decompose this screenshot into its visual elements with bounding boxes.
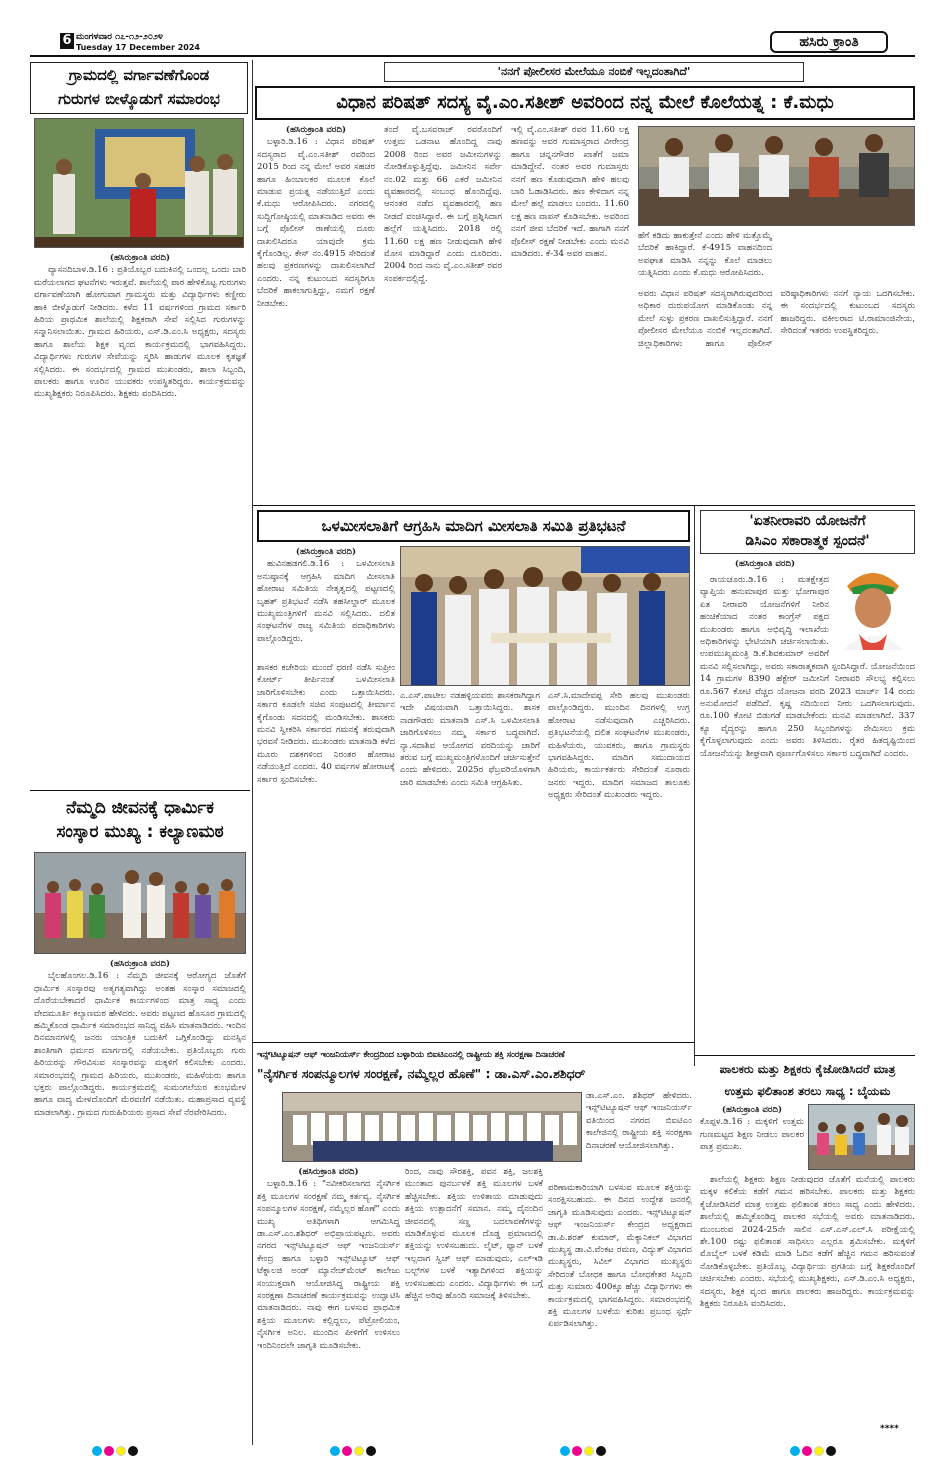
registration-dot bbox=[584, 1446, 594, 1456]
paper-name: ಹಸಿರು ಕ್ರಾಂತಿ bbox=[770, 31, 888, 53]
energy-col3-text: ಪರಿಣಾಮಕಾರಿಯಾಗಿ ಬಳಸುವ ಮೂಲಕ ಶಕ್ತಿಯನ್ನು ಸಂರಕ್ಷಿಸಬಹುದು. ಈ ದಿನದ ಉದ್ದೇಶ ಜನರಲ್ಲಿ ಜಾಗೃತಿ ಮೂಡಿಸುವುದು ಎಂದರು. ಇನ್ಸ್‌ಟಿಟ್ಯೂಷನ್ ಆಫ್ ಇಂಜನಿಯರ್ಸ್ ಕೇಂದ್ರದ ಅಧ್ಯಕ್ಷರಾದ ಡಾ.ಪಿ.ಶರತ್ ಕುಮಾರ್, ಮೆಕ್ಯಾನಿಕಲ್ ವಿಭಾಗದ ಮುಖ್ಯಸ್ಥ ಡಾ.ವಿ.ವೆಂಕಟ ರಮಣ, ವಿದ್ಯುತ್ ವಿಭಾಗದ ಮುಖ್ಯಸ್ಥರು, ಸಿವಿಲ್ ವಿಭಾಗದ ಮುಖ್ಯಸ್ಥರು ಸೇರಿದಂತೆ ಬೋಧಕ ಹಾಗೂ ಬೋಧಕೇತರ ಸಿಬ್ಬಂದಿ ಮತ್ತು ಸುಮಾರು 400ಕ್ಕೂ ಹೆಚ್ಚು ವಿದ್ಯಾರ್ಥಿಗಳು ಈ ಕಾರ್ಯಕ್ರಮದಲ್ಲಿ ಭಾಗವಹಿಸಿದ್ದರು. ಸಮಾರಂಭದಲ್ಲಿ ಶಕ್ತಿ ಮೂಲಗಳ ಬಳಕೆಯ ಕುರಿತು ಪ್ರಬಂಧ ಸ್ಪರ್ಧೆ ಏರ್ಪಡಿಸಲಾಗಿತ್ತು. bbox=[548, 1183, 692, 1330]
date-english: Tuesday 17 December 2024 bbox=[76, 43, 200, 52]
page-number: 6 bbox=[60, 33, 74, 49]
protest-photo bbox=[400, 546, 690, 686]
parents-body bbox=[700, 1174, 915, 1424]
protest-col1 bbox=[257, 662, 395, 1038]
scheme-text: ರಾಯಚೂರು.ಡಿ.16 : ಮತಕ್ಷೇತ್ರದ ವ್ಯಾಪ್ತಿಯ ಹನುಮಾಪುರ ಮತ್ತು ಭೋಗಾಪುರ ಏತ ನೀರಾವರಿ ಯೋಜನೆಗಳಿಗೆ ನೀರಿನ ಹಂಚಿಕೆಯಾದ ನಂತರ ಕಾಂಗ್ರೆಸ್ ಪಕ್ಷದ ಮುಖಂಡರು ಹಾಗೂ ಅಭಿವೃದ್ಧಿ ಇಲಾಖೆಯ ಅಧಿಕಾರಿಗಳನ್ನು ಭೇಟಿಯಾಗಿ ಚರ್ಚಿಸಲಾಯಿತು. ಉಪಮುಖ್ಯಮಂತ್ರಿ ಡಿ.ಕೆ.ಶಿವಕುಮಾರ್ ಅವರಿಗೆ ಮನವಿ ಸಲ್ಲಿಸಲಾಗಿದ್ದು, ಅವರು ಸಕಾರಾತ್ಮಕವಾಗಿ ಸ್ಪಂದಿಸಿದ್ದಾರೆ. ಯೋಜನೆಯಿಂದ 14 ಗ್ರಾಮಗಳ 8390 ಹೆಕ್ಟೇರ್ ಜಮೀನಿಗೆ ನೀರಾವರಿ ಸೌಲಭ್ಯ ಕಲ್ಪಿಸಲು ರೂ.567 ಕೋಟಿ ವೆಚ್ಚದ ಯೋಜನಾ ವರದಿ 2023 ಮಾರ್ಚ್ 14 ರಂದು ಅನುಮೋದನೆ ಪಡೆದಿದೆ. ಕೃಷ್ಣ ನದಿಯಿಂದ ನೀರು ಒದಗಿಸಲಾಗುವುದು. ರೂ.100 ಕೋಟಿ ಬಿಡುಗಡೆ ಮಾಡಬೇಕೆಂದು ಮನವಿ ಮಾಡಲಾಗಿದೆ. 337 ಕ್ಯೂ ವೈದ್ಯರನ್ನು ಹಾಗೂ 250 ಸಿಬ್ಬಂದಿಗಳನ್ನು ನೇಮಿಸಲು ಕ್ರಮ ಕೈಗೊಳ್ಳಲಾಗುವುದು ಎಂದು ಅವರು ತಿಳಿಸಿದರು. ರೈತರ ಹಿತದೃಷ್ಟಿಯಿಂದ ಯೋಜನೆಯನ್ನು ಶೀಘ್ರವಾಗಿ ಪೂರ್ಣಗೊಳಿಸಲು ಸರ್ಕಾರ ಬದ್ಧವಾಗಿದೆ ಎಂದರು. bbox=[700, 575, 915, 759]
energy-kicker: ಇನ್ಸ್‌ಟಿಟ್ಯೂಷನ್ ಆಫ್ ಇಂಜನಿಯರ್ಸ್ ಕೇಂದ್ರದಿಂದ ಬಳ್ಳಾರಿಯ ಬಿಐಟಿಎಂನಲ್ಲಿ ರಾಷ್ಟ್ರೀಯ ಶಕ್ತಿ ಸಂರಕ್ಷಣಾ ದಿನಾಚರಣೆ bbox=[257, 1049, 565, 1059]
registration-dot bbox=[92, 1446, 102, 1456]
lead-col4a bbox=[638, 230, 772, 284]
scheme-headline bbox=[700, 510, 915, 554]
parents-end-mark: **** bbox=[880, 1424, 899, 1434]
energy-col1-text: ಬಳ್ಳಾರಿ.ಡಿ.16 : "ನವೀಕರಿಸಲಾಗದ ನೈಸರ್ಗಿಕ ಶಕ್ತಿ ಮೂಲಗಳ ಸಂರಕ್ಷಣೆ ನಮ್ಮ ಕರ್ತವ್ಯ. ನೈಸರ್ಗಿಕ ಸಂಪನ್ಮೂಲಗಳ ಸಂರಕ್ಷಣೆ, ನಮ್ಮೆಲ್ಲರ ಹೊಣೆ" ಎಂದು ಮುಖ್ಯ ಅತಿಥಿಗಳಾಗಿ ಆಗಮಿಸಿದ್ದ ಡಾ.ಎಸ್.ಎಂ.ಶಶಿಧರ್ ಅಭಿಪ್ರಾಯಪಟ್ಟರು. ಅವರು ನಗರದ ಇನ್ಸ್‌ಟಿಟ್ಯೂಷನ್ ಆಫ್ ಇಂಜನಿಯರ್ಸ್ ಕೇಂದ್ರ ಹಾಗೂ ಬಳ್ಳಾರಿ ಇನ್ಸ್‌ಟಿಟ್ಯೂಟ್ ಆಫ್ ಟೆಕ್ನಾಲಜಿ ಅಂಡ್ ಮ್ಯಾನೇಜ್‌ಮೆಂಟ್ ಕಾಲೇಜು ಸಂಯುಕ್ತವಾಗಿ ಆಯೋಜಿಸಿದ್ದ ರಾಷ್ಟ್ರೀಯ ಶಕ್ತಿ ಸಂರಕ್ಷಣಾ ದಿನಾಚರಣೆ ಕಾರ್ಯಕ್ರಮವನ್ನು ಉದ್ಘಾಟಿಸಿ ಮಾತನಾಡಿದರು. ನಾವು ಈಗ ಬಳಸುವ ಪ್ರಾಥಮಿಕ ಶಕ್ತಿಯ ಮೂಲಗಳು ಕಲ್ಲಿದ್ದಲು, ಪೆಟ್ರೋಲಿಯಂ, ನೈಸರ್ಗಿಕ ಅನಿಲ. ಮುಂದಿನ ಪೀಳಿಗೆಗೆ ಉಳಿಸಲು ಇಂದಿನಿಂದಲೇ ಜಾಗೃತಿ ಮೂಡಿಸಬೇಕು. bbox=[257, 1179, 400, 1351]
masthead-rule bbox=[30, 55, 915, 57]
energy-photo-side-text: ಡಾ.ಎಸ್.ಎಂ. ಶಶಿಧರ್ ಹೇಳಿದರು. ಇನ್ಸ್‌ಟಿಟ್ಯೂಷನ್ ಆಫ್ ಇಂಜನಿಯರ್ಸ್ ವತಿಯಿಂದ ನಗರದ ಬಿಐಟಿಎಂ ಕಾಲೇಜಿನಲ್ಲಿ ರಾಷ್ಟ್ರೀಯ ಶಕ್ತಿ ಸಂರಕ್ಷಣಾ ದಿನಾಚರಣೆ ಆಯೋಜಿಸಲಾಗಿತ್ತು. bbox=[586, 1091, 692, 1151]
lead-dateline: (ಹಸಿರುಕ್ರಾಂತಿ ವರದಿ) bbox=[285, 125, 347, 135]
energy-photo-side bbox=[586, 1090, 692, 1180]
protest-col2-text: ಎ.ಎಸ್.ಪಾಟೀಲ ನಡಹಳ್ಳಿಯವರು ಶಾಸಕರಾಗಿದ್ದಾಗ ಇದೇ ವಿಷಯವಾಗಿ ಒತ್ತಾಯಿಸಿದ್ದರು. ಶಾಸಕ ನಾಡಗೌಡರು ಮಾತನಾಡಿ ಎಸ್.ಸಿ ಒಳಮೀಸಲಾತಿ ಜಾರಿಗೊಳಿಸಲು ನಮ್ಮ ಸರ್ಕಾರ ಬದ್ಧವಾಗಿದೆ. ನ್ಯಾ.ಸದಾಶಿವ ಆಯೋಗದ ವರದಿಯನ್ನು ಜಾರಿಗೆ ತರುವ ಬಗ್ಗೆ ಮುಖ್ಯಮಂತ್ರಿಗಳೊಂದಿಗೆ ಚರ್ಚಿಸುತ್ತೇನೆ ಎಂದು ಹೇಳಿದರು. 2025ರ ಫೆಬ್ರವರಿಯೊಳಗಾಗಿ ಜಾರಿ ಮಾಡಬೇಕು ಎಂದು ಸಮಿತಿ ಆಗ್ರಹಿಸಿತು. bbox=[400, 691, 540, 788]
story2-text: ಬೈಲಹೊಂಗಲ.ಡಿ.16 : ನೆಮ್ಮದಿ ಜೀವನಕ್ಕೆ ಆರೋಗ್ಯದ ಜೊತೆಗೆ ಧಾರ್ಮಿಕ ಸಂಸ್ಕಾರವು ಅತ್ಯಗತ್ಯವಾಗಿದ್ದು ಅಂತಹ ಸಂಸ್ಕಾರ ಸಮಾಜದಲ್ಲಿ ದೊರೆಯಬೇಕಾದರೆ ಧಾರ್ಮಿಕ ಕಾರ್ಯಗಳಿಂದ ಮಾತ್ರ ಸಾಧ್ಯ ಎಂದು ವೇದಮೂರ್ತಿ ಕಲ್ಯಾಣಮಠ ಹೇಳಿದರು. ಅವರು ಪಟ್ಟಣದ ಹೊಸೂರ ಗ್ರಾಮದಲ್ಲಿ ಹಮ್ಮಿಕೊಂಡ ಧಾರ್ಮಿಕ ಸಮಾರಂಭದ ಸಾನಿಧ್ಯ ವಹಿಸಿ ಮಾತನಾಡಿದರು. ಇಂದಿನ ದಿನಮಾನಗಳಲ್ಲಿ ಜನರು ಯಾಂತ್ರಿಕ ಬದುಕಿಗೆ ಒಗ್ಗಿಕೊಂಡಿದ್ದು ಮನಸ್ಸಿನ ಶಾಂತಿಗಾಗಿ ಧರ್ಮದ ಮಾರ್ಗದಲ್ಲಿ ನಡೆಯಬೇಕು. ಪ್ರತಿಯೊಬ್ಬರು ಗುರು ಹಿರಿಯರನ್ನು ಗೌರವಿಸುವ ಸಂಸ್ಕಾರವನ್ನು ಮಕ್ಕಳಿಗೆ ಕಲಿಸಬೇಕು ಎಂದರು. ಸಮಾರಂಭದಲ್ಲಿ ಗ್ರಾಮದ ಹಿರಿಯರು, ಮುಖಂಡರು, ಮಹಿಳೆಯರು ಹಾಗೂ ಭಕ್ತರು ಪಾಲ್ಗೊಂಡಿದ್ದರು. ಕಾರ್ಯಕ್ರಮದಲ್ಲಿ ಸುಮಂಗಲೆಯರ ಕುಂಭಮೇಳ ಹಾಗೂ ವಾದ್ಯ ಮೇಳದೊಂದಿಗೆ ಮೆರವಣಿಗೆ ನಡೆಯಿತು. ಮಹಾಪ್ರಸಾದ ವ್ಯವಸ್ಥೆ ಮಾಡಲಾಗಿತ್ತು. ಗ್ರಾಮದ ಗುರುಹಿರಿಯರು ಪ್ರಸಾದ ಸೇವೆ ನೆರವೇರಿಸಿದರು. bbox=[34, 971, 246, 1118]
lead-col4c bbox=[638, 288, 915, 502]
energy-photo bbox=[282, 1092, 582, 1162]
parents-lede bbox=[700, 1104, 804, 1170]
registration-dot bbox=[814, 1446, 824, 1456]
protest-col1-text: ಶಾಸಕರ ಕಚೇರಿಯ ಮುಂದೆ ಧರಣಿ ನಡೆಸಿ ಸುಪ್ರೀಂ ಕೋರ್ಟ್ ತೀರ್ಪಿನಂತೆ ಒಳಮೀಸಲಾತಿ ಜಾರಿಗೊಳಿಸಬೇಕು ಎಂದು ಒತ್ತಾಯಿಸಿದರು. ಸರ್ಕಾರ ಕೂಡಲೇ ಸಚಿವ ಸಂಪುಟದಲ್ಲಿ ತೀರ್ಮಾನ ಕೈಗೊಂಡು ಸದನದಲ್ಲಿ ಮಂಡಿಸಬೇಕು. ಶಾಸಕರು ಮನವಿ ಸ್ವೀಕರಿಸಿ ಸರ್ಕಾರದ ಗಮನಕ್ಕೆ ತರುವುದಾಗಿ ಭರವಸೆ ನೀಡಿದರು. ಮುಖಂಡರು ಮಾತನಾಡಿ ಕಳೆದ ಮೂರು ದಶಕಗಳಿಂದ ನಿರಂತರ ಹೋರಾಟ ನಡೆಯುತ್ತಿದೆ ಎಂದರು. 40 ವರ್ಷಗಳ ಹೋರಾಟಕ್ಕೆ ಸರ್ಕಾರ ಸ್ಪಂದಿಸಬೇಕು. bbox=[257, 663, 395, 785]
protest-headline: ಒಳಮೀಸಲಾತಿಗೆ ಆಗ್ರಹಿಸಿ ಮಾದಿಗ ಮೀಸಲಾತಿ ಸಮಿತಿ ಪ್ರತಿಭಟನೆ bbox=[257, 510, 690, 542]
registration-dot bbox=[128, 1446, 138, 1456]
lead-col2-text: ತಂದೆ ವೈ.ಬಸವರಾಜ್ ರವರೊಂದಿಗೆ ಉತ್ತಮ ಒಡನಾಟ ಹೊಂದಿದ್ದ ನಾವು 2008 ರಿಂದ ಅವರ ಜಮೀನುಗಳನ್ನು ನೋಡಿಕೊಳ್ಳುತ್ತಿದ್ದೆವು. ಜಮೀನಿನ ಸರ್ವೇ ನಂ.02 ಮತ್ತು 66 ಎಕರೆ ಜಮೀನಿನ ವ್ಯವಹಾರದಲ್ಲಿ ಸಂಬಂಧ ಹೊಂದಿದ್ದೆವು. ಆನಂತರ ನಡೆದ ವ್ಯವಹಾರದಲ್ಲಿ ಹಣ ನೀಡದೆ ವಂಚಿಸಿದ್ದಾರೆ. ಈ ಬಗ್ಗೆ ಪ್ರಶ್ನಿಸಿದಾಗ ಹಲ್ಲೆಗೆ ಯತ್ನಿಸಿದರು. 2018 ರಲ್ಲಿ 11.60 ಲಕ್ಷ ಹಣ ನೀಡುವುದಾಗಿ ಹೇಳಿ ಮೋಸ ಮಾಡಿದ್ದಾರೆ ಎಂದು ದೂರಿದರು. 2004 ರಿಂದ ನಾನು ವೈ.ಎಂ.ಸತೀಶ್ ರವರ ಸಂಪರ್ಕದಲ್ಲಿದ್ದೆ. bbox=[384, 125, 502, 284]
protest-col3-text: ಎಸ್.ಸಿ.ಮಾದೇವಪ್ಪ ಸೇರಿ ಹಲವು ಮುಖಂಡರು ಪಾಲ್ಗೊಂಡಿದ್ದರು. ಮುಂದಿನ ದಿನಗಳಲ್ಲಿ ಉಗ್ರ ಹೋರಾಟ ನಡೆಸುವುದಾಗಿ ಎಚ್ಚರಿಸಿದರು. ಪ್ರತಿಭಟನೆಯಲ್ಲಿ ದಲಿತ ಸಂಘಟನೆಗಳ ಮುಖಂಡರು, ಮಹಿಳೆಯರು, ಯುವಕರು, ಹಾಗೂ ಗ್ರಾಮಸ್ಥರು ಭಾಗವಹಿಸಿದ್ದರು. ಮಾದಿಗ ಸಮುದಾಯದ ಹಿರಿಯರು, ಕಾರ್ಯಕರ್ತರು ಸೇರಿದಂತೆ ನೂರಾರು ಜನರು ಇದ್ದರು. ಮಾದಿಗ ಸಮಾಜದ ತಾಲೂಕು ಅಧ್ಯಕ್ಷರು ಸೇರಿದಂತೆ ಮುಖಂಡರು ಇದ್ದರು. bbox=[548, 691, 690, 801]
group-photo-icon bbox=[283, 1093, 582, 1162]
lead-col1 bbox=[257, 124, 375, 502]
parents-lede-text: ಕೊಪ್ಪಳ.ಡಿ.16 : ಮಕ್ಕಳಿಗೆ ಉತ್ತಮ ಗುಣಮಟ್ಟದ ಶಿಕ್ಷಣ ನೀಡಲು ಪಾಲಕರ ಪಾತ್ರ ಪ್ರಮುಖ. bbox=[700, 1117, 804, 1153]
story1-photo bbox=[34, 118, 244, 248]
story1-title-line2: ಗುರುಗಳ ಬೀಳ್ಕೊಡುಗೆ ಸಮಾರಂಭ bbox=[58, 90, 220, 108]
lead-photo bbox=[638, 126, 915, 226]
registration-dot bbox=[802, 1446, 812, 1456]
registration-dot bbox=[596, 1446, 606, 1456]
lead-col4a-text: ಹೆಗೆ ಕಡಿದು ಹಾಕುತ್ತೇನೆ ಎಂದು ಹೇಳಿ ಮತ್ತೊಮ್ಮೆ ಬೆದರಿಕೆ ಹಾಕಿದ್ದಾರೆ. ಕೆ-4915 ವಾಹನದಿಂದ ಅಪಘಾತ ಮಾಡಿಸಿ ನನ್ನನ್ನು ಕೊಲೆ ಮಾಡಲು ಯತ್ನಿಸಿದರು ಎಂದು ಕೆ.ಮಧು ಆರೋಪಿಸಿದರು. bbox=[638, 231, 772, 279]
scheme-dateline-wrap bbox=[700, 558, 830, 572]
story2-headline bbox=[30, 796, 250, 846]
parents-headline-line2: ಉತ್ತಮ ಫಲಿತಾಂಶ ತರಲು ಸಾಧ್ಯ : ಬೈಯಮ bbox=[724, 1084, 891, 1098]
scheme-body bbox=[700, 574, 915, 1052]
lead-bottom-rule bbox=[253, 505, 915, 506]
registration-dot bbox=[572, 1446, 582, 1456]
parents-text: ಶಾಲೆಯಲ್ಲಿ ಶಿಕ್ಷಕರು ಶಿಕ್ಷಣ ನೀಡುವುದರ ಜೊತೆಗೆ ಮನೆಯಲ್ಲಿ ಪಾಲಕರು ಮಕ್ಕಳ ಕಲಿಕೆಯ ಕಡೆಗೆ ಗಮನ ಹರಿಸಬೇಕು. ಪಾಲಕರು ಮತ್ತು ಶಿಕ್ಷಕರು ಕೈಜೋಡಿಸಿದರೆ ಮಾತ್ರ ಉತ್ತಮ ಫಲಿತಾಂಶ ತರಲು ಸಾಧ್ಯ ಎಂದು ಹೇಳಿದರು. ಶಾಲೆಯಲ್ಲಿ ಹಮ್ಮಿಕೊಂಡಿದ್ದ ಪಾಲಕರ ಸಭೆಯಲ್ಲಿ ಅವರು ಮಾತನಾಡಿದರು. ಮುಂಬರುವ 2024-25ನೇ ಸಾಲಿನ ಎಸ್.ಎಸ್.ಎಲ್.ಸಿ ಪರೀಕ್ಷೆಯಲ್ಲಿ ಶೇ.100 ರಷ್ಟು ಫಲಿತಾಂಶ ಸಾಧಿಸಲು ಎಲ್ಲರೂ ಶ್ರಮಿಸಬೇಕು. ಮಕ್ಕಳಿಗೆ ಮೊಬೈಲ್ ಬಳಕೆ ಕಡಿಮೆ ಮಾಡಿ ಓದಿನ ಕಡೆಗೆ ಹೆಚ್ಚಿನ ಗಮನ ಹರಿಸುವಂತೆ ನೋಡಿಕೊಳ್ಳಬೇಕು. ಪ್ರತಿಯೊಬ್ಬ ವಿದ್ಯಾರ್ಥಿಯ ಪ್ರಗತಿಯ ಬಗ್ಗೆ ಶಿಕ್ಷಕರೊಂದಿಗೆ ಚರ್ಚಿಸಬೇಕು ಎಂದರು. ಸಭೆಯಲ್ಲಿ ಮುಖ್ಯಶಿಕ್ಷಕರು, ಎಸ್.ಡಿ.ಎಂ.ಸಿ ಅಧ್ಯಕ್ಷರು, ಸದಸ್ಯರು, ಶಿಕ್ಷಕ ವೃಂದ ಹಾಗೂ ಪಾಲಕರು ಹಾಜರಿದ್ದರು. ಕಾರ್ಯಕ್ರಮವನ್ನು ಶಿಕ್ಷಕರು ನಿರೂಪಿಸಿ ವಂದಿಸಿದರು. bbox=[700, 1175, 915, 1310]
story2-title-line1: ನೆಮ್ಮದಿ ಜೀವನಕ್ಕೆ ಧಾರ್ಮಿಕ bbox=[66, 798, 214, 818]
story1-headline bbox=[30, 62, 248, 114]
classroom-photo-icon bbox=[809, 1105, 915, 1170]
registration-dot bbox=[366, 1446, 376, 1456]
registration-dot bbox=[116, 1446, 126, 1456]
energy-col1 bbox=[257, 1166, 400, 1438]
parents-headline bbox=[700, 1058, 915, 1102]
registration-dot bbox=[790, 1446, 800, 1456]
lead-headline: ವಿಧಾನ ಪರಿಷತ್ ಸದಸ್ಯ ವೈ.ಎಂ.ಸತೀಶ್ ಅವರಿಂದ ನನ್ನ ಮೇಲೆ ಕೊಲೆಯತ್ನ : ಕೆ.ಮಧು bbox=[255, 86, 915, 120]
religious-procession-photo-icon bbox=[35, 853, 246, 954]
scheme-bottom-rule bbox=[695, 1055, 915, 1056]
parents-dateline: (ಹಸಿರುಕ್ರಾಂತಿ ವರದಿ) bbox=[721, 1105, 783, 1115]
energy-col2 bbox=[405, 1166, 543, 1438]
date-local: ಮಂಗಳವಾರ ೧೭-೧೨-೨೦೨೪ bbox=[76, 32, 163, 42]
registration-dot bbox=[826, 1446, 836, 1456]
lead-col4b-text: ಅವರು ವಿಧಾನ ಪರಿಷತ್ ಸದಸ್ಯರಾಗಿರುವುದರಿಂದ ಅಧಿಕಾರ ದುರುಪಯೋಗ ಮಾಡಿಕೊಂಡು ನನ್ನ ಮೇಲೆ ಸುಳ್ಳು ಪ್ರಕರಣ ದಾಖಲಿಸುತ್ತಿದ್ದಾರೆ. ನನಗೆ ಪೋಲೀಸರ ಮೇಲೆಯೂ ನಂಬಿಕೆ ಇಲ್ಲದಂತಾಗಿದೆ. ಜಿಲ್ಲಾಧಿಕಾರಿಗಳು ಹಾಗೂ ಪೊಲೀಸ್ ವರಿಷ್ಠಾಧಿಕಾರಿಗಳು ನನಗೆ ನ್ಯಾಯ ಒದಗಿಸಬೇಕು. ಈ ಸಂದರ್ಭದಲ್ಲಿ ಕುಟುಂಬದ ಸದಸ್ಯರು ಹಾಜರಿದ್ದರು. ವಕೀಲರಾದ ಟಿ.ರಾಮಾಂಜಿನೇಯ, ಸೇರಿದಂತೆ ಇತರರು ಉಪಸ್ಥಿತರಿದ್ದರು. bbox=[638, 289, 915, 349]
registration-dot bbox=[330, 1446, 340, 1456]
energy-col3 bbox=[548, 1182, 692, 1438]
story2-dateline: (ಹಸಿರುಕ್ರಾಂತಿ ವರದಿ) bbox=[109, 959, 171, 969]
energy-dateline: (ಹಸಿರುಕ್ರಾಂತಿ ವರದಿ) bbox=[298, 1167, 359, 1177]
left-column-divider bbox=[30, 790, 250, 791]
protest-bottom-rule bbox=[253, 1042, 694, 1043]
energy-headline: "ನೈಸರ್ಗಿಕ ಸಂಪನ್ಮೂಲಗಳ ಸಂರಕ್ಷಣೆ, ನಮ್ಮೆಲ್ಲರ ಹೊಣೆ" : ಡಾ.ಎಸ್.ಎಂ.ಶಶಿಧರ್ bbox=[257, 1066, 586, 1081]
lead-col3 bbox=[511, 124, 629, 502]
registration-dot bbox=[342, 1446, 352, 1456]
protest-crowd-photo-icon bbox=[401, 547, 690, 686]
lead-kicker: 'ನನಗೆ ಪೋಲೀಸರ ಮೇಲೆಯೂ ನಂಬಿಕೆ ಇಲ್ಲದಂತಾಗಿದೆ' bbox=[384, 62, 804, 82]
protest-col3 bbox=[548, 690, 690, 1038]
right-column-rule bbox=[694, 506, 695, 1066]
ceremony-photo-icon bbox=[35, 119, 244, 248]
scheme-dateline: (ಹಸಿರುಕ್ರಾಂತಿ ವರದಿ) bbox=[734, 559, 796, 569]
protest-intro bbox=[257, 546, 395, 658]
registration-dot bbox=[560, 1446, 570, 1456]
protest-col2 bbox=[400, 690, 540, 1038]
story1-body bbox=[34, 252, 246, 784]
people-at-table-photo-icon bbox=[639, 127, 915, 226]
parents-photo bbox=[808, 1104, 915, 1170]
main-column-rule bbox=[252, 60, 253, 1445]
lead-col2 bbox=[384, 124, 502, 502]
story1-dateline: (ಹಸಿರುಕ್ರಾಂತಿ ವರದಿ) bbox=[109, 253, 171, 263]
parents-headline-line1: ಪಾಲಕರು ಮತ್ತು ಶಿಕ್ಷಕರು ಕೈಜೋಡಿಸಿದರೆ ಮಾತ್ರ bbox=[719, 1062, 896, 1076]
registration-dot bbox=[104, 1446, 114, 1456]
lead-col3-text: ಇಲ್ಲಿ ವೈ.ಎಂ.ಸತೀಶ್ ರವರ 11.60 ಲಕ್ಷ ಹಣವನ್ನು ಅವರ ಗುಮಾಸ್ತರಾದ ವೀರೇಂದ್ರ ಹಾಗೂ ಚನ್ನನಗೌಡರ ಖಾತೆಗೆ ಜಮಾ ಮಾಡಿದ್ದೇನೆ. ನಂತರ ಅವರ ಗುಮಾಸ್ತರು ನನಗೆ ಹಣ ಕೊಡುವುದಾಗಿ ಹೇಳಿ ಹಲವು ಬಾರಿ ಓಡಾಡಿಸಿದರು. ಹಣ ಕೇಳಿದಾಗ ನನ್ನ ಮೇಲೆ ಹಲ್ಲೆ ಮಾಡಲು ಬಂದರು. 11.60 ಲಕ್ಷ ಹಣ ವಾಪಸ್ ಕೊಡಿಸಬೇಕು. ಅವರಿಂದ ನನಗೆ ಜೀವ ಬೆದರಿಕೆ ಇದೆ. ಹಾಗಾಗಿ ನನಗೆ ಪೊಲೀಸ್ ರಕ್ಷಣೆ ನೀಡಬೇಕು ಎಂದು ಮನವಿ ಮಾಡಿದರು. ಕೆ-34 ಅವರ ವಾಹನ. bbox=[511, 125, 629, 260]
story2-title-line2: ಸಂಸ್ಕಾರ ಮುಖ್ಯ : ಕಲ್ಯಾಣಮಠ bbox=[56, 822, 224, 842]
energy-col2-text: ರಿಂದ, ನಾವು ಸೌರಶಕ್ತಿ, ಪವನ ಶಕ್ತಿ, ಜಲಶಕ್ತಿ ಮುಂತಾದ ಪುನರ್ಬಳಕೆ ಶಕ್ತಿ ಮೂಲಗಳ ಬಳಕೆ ಹೆಚ್ಚಿಸಬೇಕು. ಶಕ್ತಿಯ ಉಳಿತಾಯ ಮಾಡುವುದು ಶಕ್ತಿಯ ಉತ್ಪಾದನೆಗೆ ಸಮಾನ. ನಮ್ಮ ದೈನಂದಿನ ಜೀವನದಲ್ಲಿ ಸಣ್ಣ ಬದಲಾವಣೆಗಳನ್ನು ಮಾಡಿಕೊಳ್ಳುವ ಮೂಲಕ ದೊಡ್ಡ ಪ್ರಮಾಣದಲ್ಲಿ ಶಕ್ತಿಯನ್ನು ಉಳಿಸಬಹುದು. ಲೈಟ್, ಫ್ಯಾನ್ ಬಳಕೆ ಇಲ್ಲದಾಗ ಸ್ವಿಚ್ ಆಫ್ ಮಾಡುವುದು, ಎಲ್‌ಇಡಿ ಬಲ್ಬ್‌ಗಳ ಬಳಕೆ ಇತ್ಯಾದಿಗಳಿಂದ ಶಕ್ತಿಯನ್ನು ಉಳಿಸಬಹುದು ಎಂದರು. ವಿದ್ಯಾರ್ಥಿಗಳು ಈ ಬಗ್ಗೆ ಹೆಚ್ಚಿನ ಅರಿವು ಹೊಂದಿ ಸಮಾಜಕ್ಕೆ ತಿಳಿಸಬೇಕು. bbox=[405, 1167, 543, 1302]
story1-text: ವ್ಯಾಸನದಿಬಾಳ.ಡಿ.16 : ಪ್ರತಿಯೊಬ್ಬರ ಬದುಕಿನಲ್ಲಿ ಒಂದಲ್ಲ ಒಂದು ಬಾರಿ ಮರೆಯಲಾಗದ ಘಟನೆಗಳು ಇರುತ್ತವೆ. ಶಾಲೆಯಲ್ಲಿ ಪಾಠ ಹೇಳಿಕೊಟ್ಟ ಗುರುಗಳು ವರ್ಗಾವಣೆಯಾಗಿ ಹೋಗುವಾಗ ಗ್ರಾಮಸ್ಥರು ಮತ್ತು ವಿದ್ಯಾರ್ಥಿಗಳು ಕಣ್ಣೀರು ಹಾಕಿ ಬೀಳ್ಕೊಡುಗೆ ನೀಡಿದರು. ಕಳೆದ 11 ವರ್ಷಗಳಿಂದ ಗ್ರಾಮದ ಸರ್ಕಾರಿ ಹಿರಿಯ ಪ್ರಾಥಮಿಕ ಶಾಲೆಯಲ್ಲಿ ಶಿಕ್ಷಕರಾಗಿ ಸೇವೆ ಸಲ್ಲಿಸಿದ ಗುರುಗಳನ್ನು ಸನ್ಮಾನಿಸಲಾಯಿತು. ಗ್ರಾಮದ ಹಿರಿಯರು, ಎಸ್.ಡಿ.ಎಂ.ಸಿ ಅಧ್ಯಕ್ಷರು, ಸದಸ್ಯರು ಹಾಗೂ ಶಾಲೆಯ ಶಿಕ್ಷಕ ವೃಂದ ಕಾರ್ಯಕ್ರಮದಲ್ಲಿ ಭಾಗವಹಿಸಿದ್ದರು. ವಿದ್ಯಾರ್ಥಿಗಳು ಗುರುಗಳ ಸೇವೆಯನ್ನು ಸ್ಮರಿಸಿ ಹಾಡುಗಳ ಮೂಲಕ ಕೃತಜ್ಞತೆ ಸಲ್ಲಿಸಿದರು. ಈ ಸಂದರ್ಭದಲ್ಲಿ ಗ್ರಾಮದ ಮುಖಂಡರು, ಶಾಲಾ ಸಿಬ್ಬಂದಿ, ಪಾಲಕರು ಹಾಗೂ ಊರಿನ ಯುವಕರು ಉಪಸ್ಥಿತರಿದ್ದರು. ಕಾರ್ಯಕ್ರಮವನ್ನು ಮುಖ್ಯಶಿಕ್ಷಕರು ನಿರೂಪಿಸಿದರು. ಶಿಕ್ಷಕರು ವಂದಿಸಿದರು. bbox=[34, 265, 246, 400]
story2-body bbox=[34, 958, 246, 1438]
scheme-headline-line2: ಡಿಸಿಎಂ ಸಕಾರಾತ್ಮಕ ಸ್ಪಂದನೆ' bbox=[745, 533, 870, 549]
registration-dot bbox=[354, 1446, 364, 1456]
protest-intro-text: ಹುವಿನಹಡಗಲಿ.ಡಿ.16 : ಒಳಮೀಸಲಾತಿ ಅನುಷ್ಠಾನಕ್ಕೆ ಆಗ್ರಹಿಸಿ ಮಾದಿಗ ಮೀಸಲಾತಿ ಹೋರಾಟ ಸಮಿತಿಯ ನೇತೃತ್ವದಲ್ಲಿ ಪಟ್ಟಣದಲ್ಲಿ ಬೃಹತ್ ಪ್ರತಿಭಟನೆ ನಡೆಸಿ ತಹಸೀಲ್ದಾರ್ ಮೂಲಕ ಮುಖ್ಯಮಂತ್ರಿಗಳಿಗೆ ಮನವಿ ಸಲ್ಲಿಸಿದರು. ದಲಿತ ಸಂಘಟನೆಗಳ ರಾಜ್ಯ ಸಮಿತಿಯ ಪದಾಧಿಕಾರಿಗಳು ಪಾಲ್ಗೊಂಡಿದ್ದರು. bbox=[257, 559, 395, 644]
story2-photo bbox=[34, 852, 246, 954]
lead-col1-text: ಬಳ್ಳಾರಿ.ಡಿ.16 : ವಿಧಾನ ಪರಿಷತ್ ಸದಸ್ಯರಾದ ವೈ.ಎಂ.ಸತೀಶ್ ರವರಿಂದ 2015 ರಿಂದ ನನ್ನ ಮೇಲೆ ಅವರ ಸಹಚರ ಹಾಗೂ ಹಿಂಬಾಲಕರ ಮೂಲಕ ಕೊಲೆ ಮಾಡುವ ಪ್ರಯತ್ನ ನಡೆಯುತ್ತಿದೆ ಎಂದು ಕೆ.ಮಧು ಆರೋಪಿಸಿದರು. ನಗರದಲ್ಲಿ ಸುದ್ದಿಗೋಷ್ಠಿಯಲ್ಲಿ ಮಾತನಾಡಿದ ಅವರು ಈ ಬಗ್ಗೆ ಪೊಲೀಸ್ ಠಾಣೆಯಲ್ಲಿ ದೂರು ದಾಖಲಿಸಿದರೂ ಯಾವುದೇ ಕ್ರಮ ಕೈಗೊಂಡಿಲ್ಲ. ಕೇಸ್ ನಂ.4915 ಸೇರಿದಂತೆ ಹಲವು ಪ್ರಕರಣಗಳನ್ನು ದಾಖಲಿಸಲಾಗಿದೆ ಎಂದರು. ನನ್ನ ಕುಟುಂಬದ ಸದಸ್ಯರಿಗೂ ಬೆದರಿಕೆ ಹಾಕಲಾಗುತ್ತಿದ್ದು, ನಮಗೆ ರಕ್ಷಣೆ ನೀಡಬೇಕು. bbox=[257, 137, 375, 309]
scheme-headline-line1: 'ಏತನೀರಾವರಿ ಯೋಜನೆಗೆ bbox=[749, 513, 866, 529]
scheme-float-spacer bbox=[829, 574, 915, 652]
story1-title-line1: ಗ್ರಾಮದಲ್ಲಿ ವರ್ಗಾವಣೆಗೊಂಡ bbox=[68, 66, 210, 84]
protest-dateline: (ಹಸಿರುಕ್ರಾಂತಿ ವರದಿ) bbox=[295, 547, 357, 557]
